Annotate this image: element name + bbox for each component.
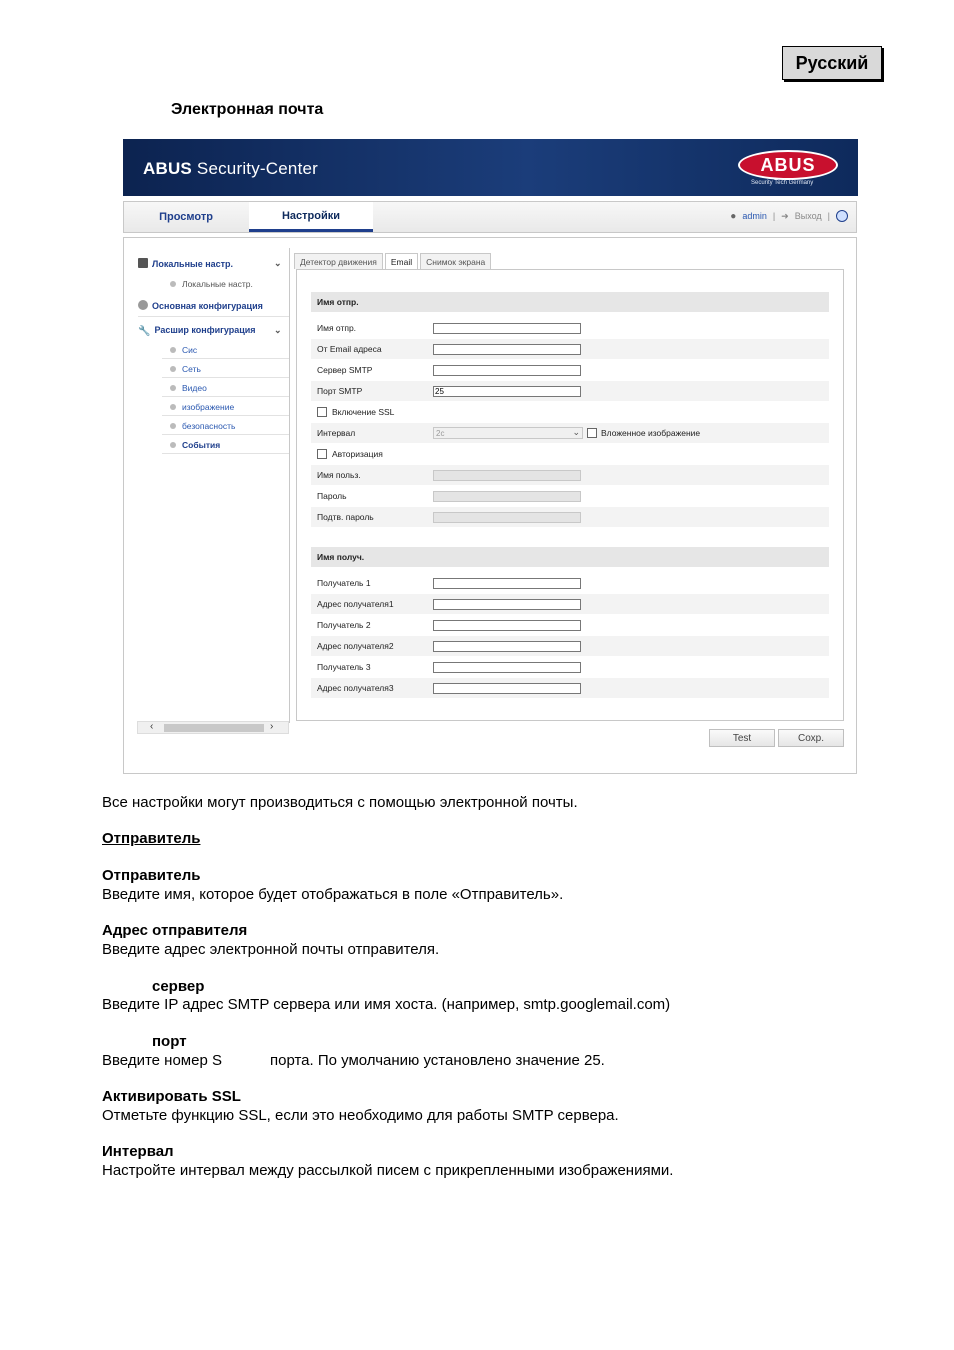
- sender-header: Имя отпр.: [311, 292, 829, 312]
- settings-tabs: [294, 253, 493, 269]
- sender-heading: Отправитель: [102, 867, 201, 884]
- user-area: [730, 210, 848, 222]
- gear-icon: [138, 300, 148, 310]
- smtp-server-input[interactable]: [433, 365, 581, 376]
- confirm-password-row: Подтв. пароль: [311, 507, 829, 527]
- sender-name-input[interactable]: [433, 323, 581, 334]
- user-icon: ●: [730, 210, 737, 222]
- receiver-header: Имя получ.: [311, 547, 829, 567]
- receiver1-address-input[interactable]: [433, 599, 581, 610]
- sidebar-scrollbar[interactable]: [137, 721, 289, 734]
- receiver3-input[interactable]: [433, 662, 581, 673]
- receiver1-row: Получатель 1: [311, 573, 829, 593]
- divider: |: [772, 211, 776, 221]
- sidebar-item-image[interactable]: изображение: [162, 398, 289, 416]
- abus-logo: ABUS: [738, 150, 838, 180]
- auth-row: Авторизация: [311, 444, 829, 464]
- attach-image-checkbox[interactable]: [587, 428, 597, 438]
- sidebar-group-basic[interactable]: Основная конфигурация: [138, 300, 263, 311]
- sender-email-row: От Email адреса: [311, 339, 829, 359]
- sidebar-item-network[interactable]: Сеть: [162, 360, 289, 378]
- port-description-b: порта. По умолчанию установлено значение 25.: [270, 1052, 605, 1069]
- app-banner: [123, 139, 858, 196]
- sidebar-group-local[interactable]: Локальные настр. ⌄: [138, 258, 233, 269]
- tab-email[interactable]: Email: [385, 253, 418, 269]
- email-panel: [296, 269, 844, 721]
- sidebar-item-video[interactable]: Видео: [162, 379, 289, 397]
- sidebar-item-events[interactable]: События: [162, 436, 289, 454]
- chevron-down-icon: ⌄: [572, 427, 580, 437]
- password-row: Пароль: [311, 486, 829, 506]
- port-description-a: Введите номер S: [102, 1052, 222, 1069]
- tab-view[interactable]: Просмотр: [159, 211, 213, 223]
- monitor-icon: [138, 258, 148, 268]
- receiver2-input[interactable]: [433, 620, 581, 631]
- receiver1-address-row: Адрес получателя1: [311, 594, 829, 614]
- username-input[interactable]: [433, 470, 581, 481]
- username-row: Имя польз.: [311, 465, 829, 485]
- divider: |: [827, 211, 830, 221]
- password-input[interactable]: [433, 491, 581, 502]
- tab-settings[interactable]: Настройки: [249, 202, 373, 232]
- globe-icon[interactable]: [836, 210, 848, 222]
- save-button[interactable]: Сохр.: [778, 729, 844, 747]
- confirm-password-input[interactable]: [433, 512, 581, 523]
- interval-description: Настройте интервал между рассылкой писем с прикрепленными изображениями.: [102, 1162, 674, 1179]
- receiver2-row: Получатель 2: [311, 615, 829, 635]
- server-description: Введите IP адрес SMTP сервера или имя хоста. (например, smtp.googlemail.com): [102, 996, 671, 1013]
- receiver3-address-input[interactable]: [433, 683, 581, 694]
- ssl-row: Включение SSL: [311, 402, 829, 422]
- receiver2-address-input[interactable]: [433, 641, 581, 652]
- ssl-description: Отметьте функцию SSL, если это необходимо для работы SMTP сервера.: [102, 1107, 619, 1124]
- test-button[interactable]: Test: [709, 729, 775, 747]
- auth-checkbox[interactable]: [317, 449, 327, 459]
- tab-motion-detection[interactable]: Детектор движения: [294, 253, 383, 269]
- receiver3-row: Получатель 3: [311, 657, 829, 677]
- smtp-port-row: Порт SMTP 25: [311, 381, 829, 401]
- sender-description: Введите имя, которое будет отображаться в поле «Отправитель».: [102, 886, 564, 903]
- sender-email-input[interactable]: [433, 344, 581, 355]
- tab-snapshot[interactable]: Снимок экрана: [420, 253, 491, 269]
- sidebar-item-local[interactable]: Локальные настр.: [162, 275, 289, 293]
- logout-icon: ➜: [781, 210, 789, 221]
- sidebar-group-extended[interactable]: 🔧 Расшир конфигурация ⌄: [138, 325, 282, 337]
- section-title: Электронная почта: [171, 101, 324, 118]
- language-label: Русский: [782, 46, 882, 80]
- sender-section-heading: Отправитель: [102, 830, 201, 847]
- address-description: Введите адрес электронной почты отправителя.: [102, 941, 440, 958]
- port-heading: порт: [152, 1033, 187, 1050]
- address-heading: Адрес отправителя: [102, 922, 248, 939]
- chevron-down-icon: ⌄: [274, 325, 282, 335]
- settings-content: [123, 237, 857, 774]
- intro-text: Все настройки могут производиться с помощью электронной почты.: [102, 794, 578, 811]
- user-name[interactable]: admin: [742, 211, 767, 221]
- wrench-icon: 🔧: [138, 326, 151, 337]
- arrow-right-icon[interactable]: ›: [270, 721, 274, 732]
- app-title: ABUS Security-Center: [143, 159, 319, 178]
- sidebar-item-system[interactable]: Сис: [162, 341, 289, 359]
- receiver1-input[interactable]: [433, 578, 581, 589]
- receiver3-address-row: Адрес получателя3: [311, 678, 829, 698]
- sender-name-row: Имя отпр.: [311, 318, 829, 338]
- interval-row: Интервал 2с ⌄ Вложенное изображение: [311, 423, 829, 443]
- logo-tagline: Security Tech Germany: [751, 180, 814, 186]
- sidebar-item-security[interactable]: безопасность: [162, 417, 289, 435]
- interval-select[interactable]: 2с ⌄: [433, 427, 583, 439]
- top-nav: [123, 201, 857, 233]
- ssl-heading: Активировать SSL: [102, 1088, 241, 1105]
- server-heading: сервер: [152, 978, 205, 995]
- smtp-port-input[interactable]: 25: [433, 386, 581, 397]
- arrow-left-icon[interactable]: ‹: [150, 721, 154, 732]
- email-settings-screenshot: [123, 139, 859, 774]
- ssl-checkbox[interactable]: [317, 407, 327, 417]
- chevron-down-icon: ⌄: [274, 258, 282, 268]
- logout-link[interactable]: Выход: [794, 211, 822, 221]
- receiver2-address-row: Адрес получателя2: [311, 636, 829, 656]
- interval-heading: Интервал: [102, 1143, 174, 1160]
- smtp-server-row: Сервер SMTP: [311, 360, 829, 380]
